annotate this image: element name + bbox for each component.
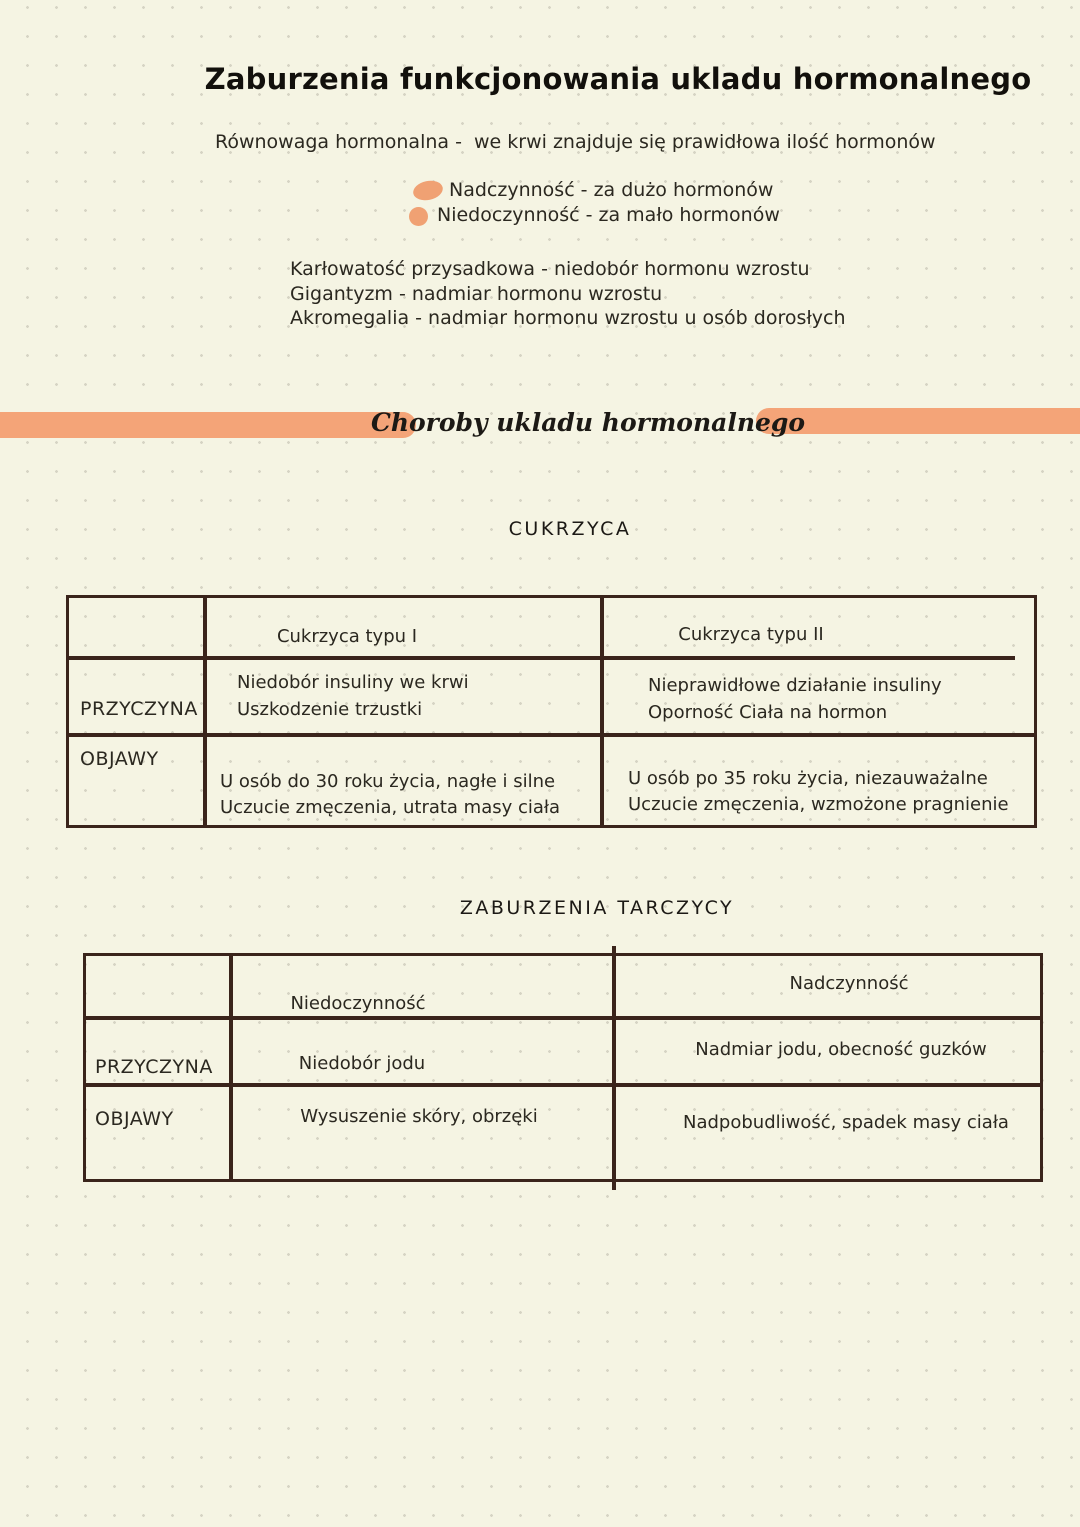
cell-line: Nieprawidłowe działanie insuliny [648, 675, 942, 696]
table-divider [66, 656, 1015, 660]
column-header-hypothyroidism: Niedoczynność [290, 993, 426, 1014]
column-header-type1: Cukrzyca typu I [276, 626, 418, 647]
list-item-hyperfunction: Nadczynność - za dużo hormonów [449, 179, 774, 201]
cell-hyper-cause: Nadmiar jodu, obecność guzków [695, 1039, 987, 1060]
row-label-cause: PRZYCZYNA [80, 698, 198, 720]
cell-line: Niedobór insuliny we krwi [237, 672, 469, 693]
cell-line: U osób do 30 roku życia, nagłe i silne [220, 771, 556, 792]
cell-hypo-symptoms: Wysuszenie skóry, obrzęki [300, 1106, 538, 1127]
cell-type1-symptoms [220, 769, 560, 820]
table-divider [203, 595, 207, 828]
thyroid-table [83, 953, 1043, 1182]
cell-hypo-cause: Niedobór jodu [298, 1053, 426, 1074]
cell-type1-cause [237, 669, 469, 723]
row-label-symptoms: OBJAWY [95, 1108, 174, 1130]
column-header-hyperthyroidism: Nadczynność [789, 973, 909, 994]
definition-line: Gigantyzm - nadmiar hormonu wzrostu [290, 282, 663, 305]
row-label-symptoms: OBJAWY [80, 748, 159, 770]
list-item-hypofunction: Niedoczynność - za mało hormonów [437, 204, 780, 226]
cell-line: Oporność Ciała na hormon [648, 702, 888, 723]
table-divider [600, 595, 604, 828]
cell-type2-symptoms [628, 766, 1009, 817]
cell-line: U osób po 35 roku życia, niezauważalne [628, 768, 988, 789]
definition-line: Karłowatość przysadkowa - niedobór hormonu wzrostu [290, 258, 810, 280]
cell-hyper-symptoms: Nadpobudliwość, spadek masy ciała [683, 1112, 1009, 1133]
table-divider [66, 733, 1037, 737]
bullet-icon [409, 207, 428, 226]
diabetes-table [66, 595, 1037, 828]
cell-line: Uszkodzenie trzustki [237, 699, 423, 720]
column-header-type2: Cukrzyca typu II [678, 624, 824, 645]
page-title: Zaburzenia funkcjonowania ukladu hormonalnego [204, 62, 1032, 96]
definition-line: Akromegalia - nadmiar hormonu wzrostu u osób dorosłych [290, 307, 846, 329]
cell-line: Uczucie zmęczenia, wzmożone pragnienie [628, 793, 1009, 815]
table-divider [229, 953, 233, 1182]
hormone-balance-line: Równowaga hormonalna - we krwi znajduje się prawidłowa ilość hormonów [215, 131, 936, 153]
section-title-thyroid: ZABURZENIA TARCZYCY [459, 897, 735, 919]
row-label-cause: PRZYCZYNA [95, 1056, 213, 1078]
cell-type2-cause [648, 672, 942, 726]
banner-title: Choroby ukladu hormonalnego [370, 408, 806, 437]
cell-line: Uczucie zmęczenia, utrata masy ciała [220, 796, 561, 818]
banner-bar-left [0, 412, 416, 438]
bullet-icon [411, 178, 444, 203]
table-divider [83, 1083, 1043, 1087]
definitions-block [290, 257, 846, 331]
table-divider [612, 946, 616, 1190]
section-title-diabetes: CUKRZYCA [508, 518, 632, 540]
